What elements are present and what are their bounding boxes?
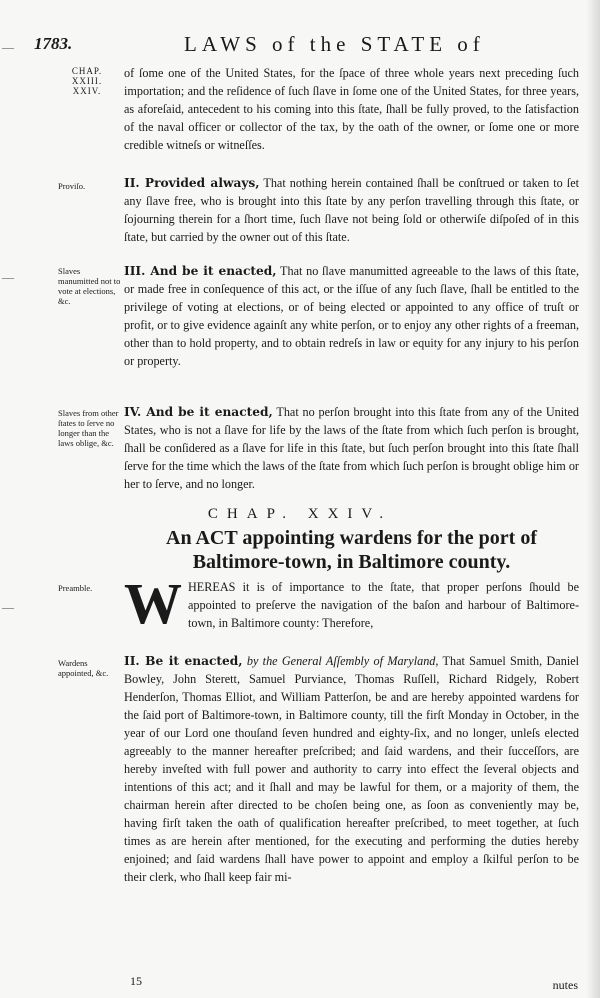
chapter-ref-label: CHAP.: [71, 66, 103, 76]
header-title: LAWS of the STATE of: [184, 32, 485, 56]
section-lead: II. Provided always,: [124, 176, 260, 190]
chapter-ref-numbers: XXIII. XXIV.: [71, 76, 103, 96]
margin-note-preamble: Preamble.: [58, 583, 93, 593]
chapter-reference: [62, 66, 112, 96]
margin-note-voting: Slaves manumitted not to vote at elections, &c.: [58, 266, 121, 306]
binding-mark: —: [2, 270, 14, 284]
page-edge-shadow: [586, 0, 600, 998]
section-text: That no perſon brought into this ſtate from any of the United States, who is not a ſlave for life by the laws of the ſtate from which ſuch perſon is brought, ſhall be conſidered as a ſlave for life in this ſtate, but ſuch perſon brought into this ſtate ſhall ſerve for the time which the laws of the ſtate from which ſuch perſon is brought oblige him or her to ſerve, and no longer.: [124, 405, 579, 491]
binding-mark: —: [2, 600, 14, 614]
section-lead: IV. And be it enacted,: [124, 405, 273, 419]
section-lead: III. And be it enacted,: [124, 264, 277, 278]
drop-cap: W: [124, 571, 182, 636]
chapter-heading: CHAP. XXIV.: [207, 506, 393, 522]
binding-mark: —: [2, 40, 14, 54]
catchword: nutes: [552, 978, 578, 992]
margin-note-proviso: Proviſo.: [58, 181, 86, 191]
paragraph-continuation: [124, 64, 579, 154]
section-text: That Samuel Smith, Daniel Bowley, John Sterett, Samuel Purviance, Thomas Ruſſell, Richard Ridgely, Robert Henderſon, Thomas Elliot, and William Patterſon, be and are hereby appointed wardens for the ſaid port of Baltimore-town, in Baltimore county, till the firſt Monday in October, in the year of our Lord one thouſand ſeven hundred and eighty-ſix, and no longer, unleſs elected agreeably to the manner hereafter preſcribed; and ſaid wardens, and their ſucceſſors, are hereby inveſted with full power and authority to carry into effect the ſeveral objects and intentions of this act; and it ſhall and may be lawful for them, or a majority of them, the chairman herein after directed to be choſen being one, as ſoon as conveniently may be, having firſt taken the oath of qualification hereafter preſcribed, to meet together, at ſuch times as are herein after mentioned, for the executing and performing the duties hereby enjoined; and ſaid wardens ſhall have power to appoint and employ a ſkilful perſon to be their clerk, who ſhall keep fair mi-: [124, 654, 579, 884]
margin-note-wardens: Wardens appointed, &c.: [58, 658, 109, 678]
section-wardens: [124, 652, 579, 886]
act-title: An ACT appointing wardens for the port of Baltimore-town, in Baltimore county.: [166, 527, 537, 573]
margin-note-service: Slaves from other ſtates to ſerve no longer than the laws oblige, &c.: [58, 408, 119, 448]
page-signature: 15: [130, 974, 142, 988]
section-three: [124, 262, 579, 370]
header-year: 1783.: [34, 34, 73, 53]
paragraph-text: of ſome one of the United States, for the ſpace of three whole years next preceding ſuch importation; and the reſidence of ſuch ſlave in ſome one of the United States, for three years, as aforeſaid, antecedent to his coming into this ſtate, ſhall be fully proved, to the ſatisfaction of the naval officer or collector of the tax, by the oath of the owner, or ſome one or more credible witneſs or witneſſes.: [124, 66, 579, 152]
section-four: [124, 403, 579, 493]
section-text: That no ſlave manumitted agreeable to the laws of this ſtate, or made free in conſequence of this act, or the iſſue of any ſuch ſlave, ſhall be entitled to the privilege of voting at elections, or of being elected or appointed to any office of truſt or profit, or to give evidence againſt any white perſon, or to enjoy any other rights of a freeman, other than to hold property, and to obtain redreſs in law or equity for any injury to his perſon or property.: [124, 264, 579, 368]
section-lead: II. Be it enacted,: [124, 654, 243, 668]
section-text: That nothing herein contained ſhall be conſtrued or taken to ſet any ſlave free, who is brought into this ſtate by any perſon travelling through this ſtate, or ſojourning therein for a ſhort time, ſuch ſlave not being ſold or otherwiſe diſpoſed of in this ſtate, but carried by the owner out of this ſtate.: [124, 176, 579, 244]
section-proviso: [124, 174, 579, 246]
preamble: [124, 571, 579, 636]
assembly-phrase: by the General Aſſembly of Maryland,: [242, 654, 439, 668]
preamble-text: HEREAS it is of importance to the ſtate, that proper perſons ſhould be appointed to preſerve the navigation of the baſon and harbour of Baltimore-town, in Baltimore county: Therefore,: [188, 580, 579, 630]
running-header: [34, 32, 574, 58]
